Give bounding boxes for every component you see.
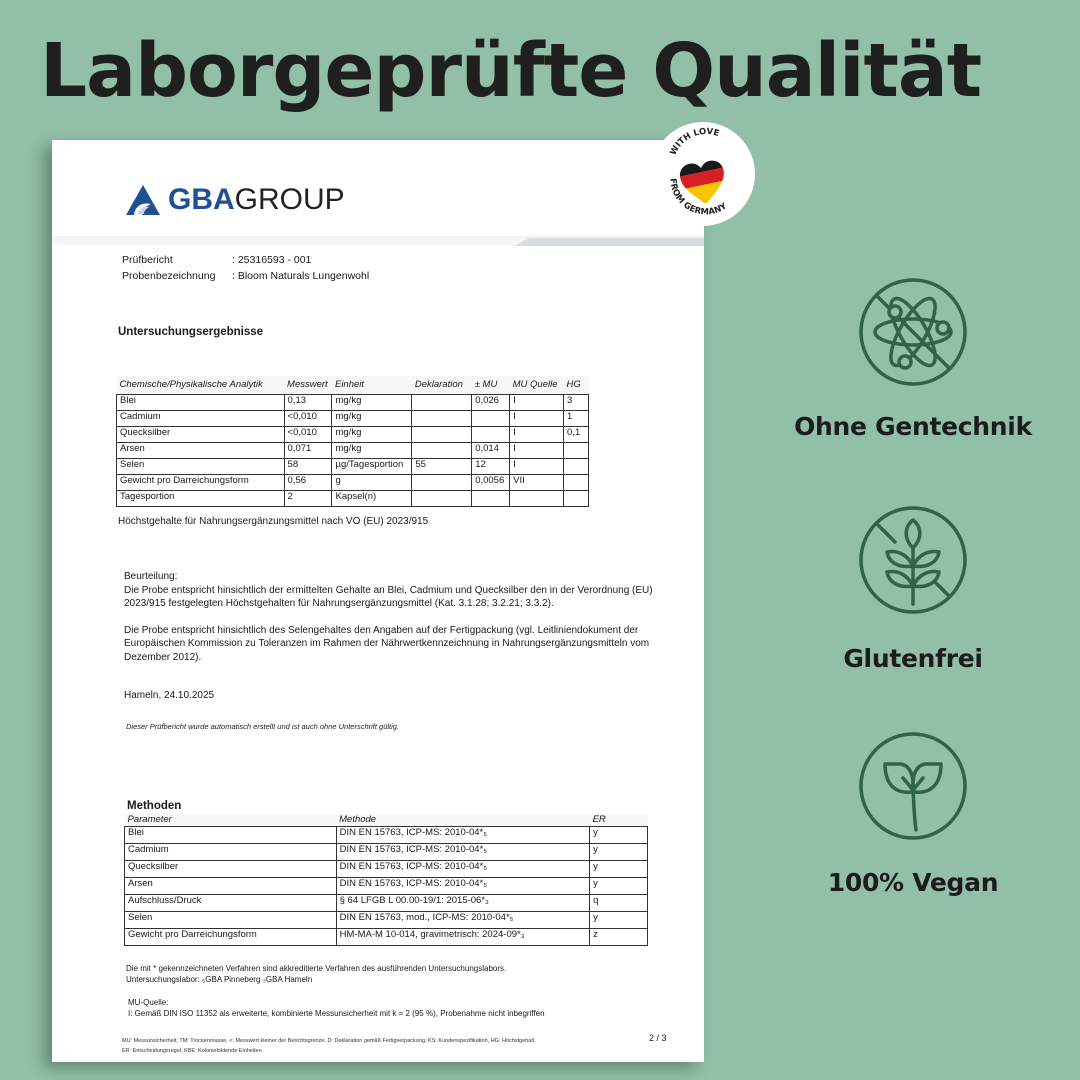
table-row [125, 826, 648, 843]
feature-label: Ohne Gentechnik [794, 412, 1032, 441]
cell: mg/kg [332, 410, 412, 426]
cell: <0,010 [284, 426, 332, 442]
column-header: Methode [336, 814, 589, 826]
cell [412, 426, 472, 442]
assessment-paragraph-2: Die Probe entspricht hinsichtlich des Selengehaltes den Angaben auf der Fertigpackung (vgl. Leitliniendokument der Europäischen Kommission zu Toleranzen im Rahmen der Nährwertkennzeichnung in Nahrungsergänzungsmitteln vom Dezember 2012). [124, 624, 650, 663]
cell: Selen [117, 458, 285, 474]
cell: y [590, 860, 648, 877]
cell: y [590, 826, 648, 843]
table-row [125, 877, 648, 894]
methods-table [124, 814, 648, 946]
cell: Gewicht pro Darreichungsform [125, 928, 337, 945]
table-row [117, 474, 589, 490]
cell [564, 474, 589, 490]
feature-label: 100% Vegan [827, 868, 999, 897]
cell: DIN EN 15763, ICP-MS: 2010-04*₅ [336, 860, 589, 877]
cell: q [590, 894, 648, 911]
assessment-paragraph-1: Die Probe entspricht hinsichtlich der ermittelten Gehalte an Blei, Cadmium und Quecksilber den in der Verordnung (EU) 2023/915 festgelegten Höchstgehalten für Nahrungsergänzungsmittel (Kat. 3.1.28; 3.2.21; 3.3.2). [124, 584, 653, 609]
cell: Cadmium [125, 843, 337, 860]
cell: mg/kg [332, 442, 412, 458]
cell: I [510, 442, 564, 458]
column-header: Einheit [332, 376, 412, 394]
cell [472, 490, 510, 506]
mu-source-text: I: Gemäß DIN ISO 11352 als erweiterte, kombinierte Messunsicherheit mit k = 2 (95 %), Probenahme nicht inbegriffen [128, 1009, 545, 1018]
table-row [117, 426, 589, 442]
badge-bottom-text: FROM GERMANY [667, 177, 729, 218]
meta-key: Prüfbericht [122, 254, 173, 266]
cell: 1 [564, 410, 589, 426]
cell: g [332, 474, 412, 490]
table-row [125, 894, 648, 911]
meta-key: Probenbezeichnung [122, 270, 216, 282]
cell [412, 442, 472, 458]
cell: Quecksilber [117, 426, 285, 442]
gluten-free-wheat-icon [857, 504, 969, 616]
cell: 0,56 [284, 474, 332, 490]
cell [412, 394, 472, 410]
column-header: Messwert [284, 376, 332, 394]
cell: 0,071 [284, 442, 332, 458]
cell: 0,014 [472, 442, 510, 458]
cell: Tagesportion [117, 490, 285, 506]
logo-text-group: GROUP [234, 183, 345, 216]
meta-value: : Bloom Naturals Lungenwohl [232, 270, 370, 282]
cell: I [510, 394, 564, 410]
feature-no-gmo [783, 276, 1043, 441]
auto-signature-note: Dieser Prüfbericht wurde automatisch erstellt und ist auch ohne Unterschrift gültig. [126, 722, 400, 731]
header-band-accent [514, 238, 704, 246]
vegan-leaf-icon [857, 730, 969, 842]
column-header: Parameter [125, 814, 337, 826]
cell: Gewicht pro Darreichungsform [117, 474, 285, 490]
assessment-label: Beurteilung: [124, 571, 178, 582]
cell: 0,13 [284, 394, 332, 410]
cell [412, 490, 472, 506]
cell: Blei [125, 826, 337, 843]
cell [412, 474, 472, 490]
cell [564, 458, 589, 474]
page-number: 2 / 3 [649, 1033, 667, 1043]
footer-line: MU: Messunsicherheit, TM: Trockenmasse, <: Messwert kleiner der Berichtsgrenze, D: Deklaration gemäß Fertigverpackung, KS: Kundenspezifikation, HG: Höchstgehalt, [122, 1038, 536, 1044]
cell: Arsen [117, 442, 285, 458]
gba-group-logo [124, 183, 345, 217]
footer-line: ER: Entscheidungsregel, KBE: Koloniebildende Einheiten [122, 1048, 262, 1054]
cell: DIN EN 15763, ICP-MS: 2010-04*₅ [336, 826, 589, 843]
cell [472, 426, 510, 442]
table-row [125, 928, 648, 945]
cell: y [590, 877, 648, 894]
cell: I [510, 458, 564, 474]
table-row [117, 458, 589, 474]
cell: DIN EN 15763, ICP-MS: 2010-04*₅ [336, 843, 589, 860]
cell: Aufschluss/Druck [125, 894, 337, 911]
cell: I [510, 426, 564, 442]
meta-row-report-number [122, 252, 369, 268]
cell: 3 [564, 394, 589, 410]
cell [564, 490, 589, 506]
column-header: Chemische/Physikalische Analytik [117, 376, 285, 394]
cell: µg/Tagesportion [332, 458, 412, 474]
column-header: ER [590, 814, 648, 826]
cell: 58 [284, 458, 332, 474]
column-header: ± MU [472, 376, 510, 394]
methods-title: Methoden [127, 800, 182, 812]
cell: HM-MA-M 10-014, gravimetrisch: 2024-09*₃ [336, 928, 589, 945]
cell: 12 [472, 458, 510, 474]
limit-note: Höchstgehalte für Nahrungsergänzungsmittel nach VO (EU) 2023/915 [118, 516, 429, 527]
mu-source [128, 997, 545, 1019]
table-row [125, 911, 648, 928]
headline: Laborgeprüfte Qualität [40, 28, 982, 114]
badge-top-text: WITH LOVE [668, 126, 721, 158]
badge-graphic [651, 122, 755, 226]
cell [510, 490, 564, 506]
mu-source-label: MU-Quelle: [128, 998, 169, 1007]
cell [472, 410, 510, 426]
cell: § 64 LFGB L 00.00-19/1: 2015-06*₃ [336, 894, 589, 911]
cell: Blei [117, 394, 285, 410]
cell: 0,026 [472, 394, 510, 410]
table-row [117, 442, 589, 458]
results-header-row [117, 376, 589, 394]
cell: Selen [125, 911, 337, 928]
column-header: MU Quelle [510, 376, 564, 394]
cell: y [590, 843, 648, 860]
accreditation-note [126, 963, 506, 985]
cell: 0,0056 [472, 474, 510, 490]
no-gmo-atom-icon [857, 276, 969, 388]
lab-report-document [52, 140, 704, 1062]
cell: I [510, 410, 564, 426]
methods-header-row [125, 814, 648, 826]
table-row [117, 410, 589, 426]
gba-triangle-logo-icon [124, 184, 162, 216]
feature-label: Glutenfrei [843, 644, 983, 673]
feature-vegan [783, 730, 1043, 897]
cell [564, 442, 589, 458]
cell: DIN EN 15763, mod., ICP-MS: 2010-04*₅ [336, 911, 589, 928]
with-love-from-germany-badge [651, 122, 755, 226]
column-header: HG [564, 376, 589, 394]
footer-legend [122, 1036, 602, 1056]
cell: 55 [412, 458, 472, 474]
cell: Kapsel(n) [332, 490, 412, 506]
cell: <0,010 [284, 410, 332, 426]
table-row [125, 860, 648, 877]
place-date: Hameln, 24.10.2025 [124, 690, 215, 701]
results-title: Untersuchungsergebnisse [118, 326, 264, 338]
column-header: Deklaration [412, 376, 472, 394]
labs-text: Untersuchungslabor: ₅GBA Pinneberg ₃GBA Hameln [126, 975, 313, 984]
cell [412, 410, 472, 426]
results-table [116, 376, 589, 507]
cell: mg/kg [332, 426, 412, 442]
cell: z [590, 928, 648, 945]
table-row [117, 394, 589, 410]
cell: y [590, 911, 648, 928]
assessment [124, 570, 684, 677]
cell: mg/kg [332, 394, 412, 410]
cell: 2 [284, 490, 332, 506]
svg-text:WITH LOVE [668, 127, 720, 157]
meta-row-sample-name [122, 268, 369, 284]
feature-gluten-free [783, 504, 1043, 673]
cell: Arsen [125, 877, 337, 894]
meta-value: : 25316593 - 001 [232, 254, 312, 266]
accreditation-text: Die mit * gekennzeichneten Verfahren sind akkreditierte Verfahren des ausführenden Untersuchungslabors. [126, 964, 507, 973]
cell: Cadmium [117, 410, 285, 426]
cell: Quecksilber [125, 860, 337, 877]
table-row [117, 490, 589, 506]
table-row [125, 843, 648, 860]
cell: 0,1 [564, 426, 589, 442]
cell: VII [510, 474, 564, 490]
logo-text-gba: GBA [168, 183, 235, 216]
cell: DIN EN 15763, ICP-MS: 2010-04*₅ [336, 877, 589, 894]
report-meta [122, 252, 369, 284]
